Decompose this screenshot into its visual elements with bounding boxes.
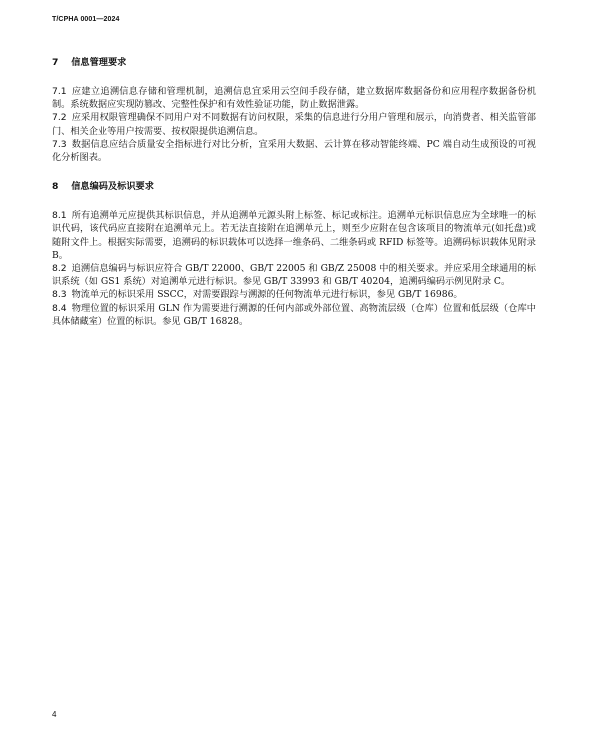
document-header: T/CPHA 0001—2024 [52,16,120,23]
clause-text: 所有追溯单元应提供其标识信息，并从追溯单元源头附上标签、标记或标注。追溯单元标识信息应为全球唯一的标识代码，该代码应直接附在追溯单元上。若无法直接附在追溯单元上，则至少应附在包含该项目的物流单元(如托盘)或随附文件上。根据实际需要，追溯码的标识载体可以选择一维条码、二维条码或 RFID 标签等。追溯码标识载体见附录 B。 [52,210,536,261]
clause-7-3 [52,138,536,164]
section-number: 7 [52,57,59,68]
section-title: 信息管理要求 [71,57,127,68]
clause-7-2 [52,111,536,137]
clause-number: 7.1 [52,86,67,97]
clause-number: 7.3 [52,138,67,150]
clause-8-3 [52,288,536,301]
clause-number: 8.2 [52,263,67,275]
section-heading [52,56,536,69]
clause-text: 数据信息应结合质量安全指标进行对比分析，宜采用大数据、云计算在移动智能终端、PC 端自动生成预设的可视化分析图表。 [52,138,536,164]
section-7 [52,56,536,164]
section-title: 信息编码及标识要求 [71,181,154,193]
page-number: 4 [52,710,57,719]
section-number: 8 [52,181,59,193]
clause-number: 8.4 [52,302,67,314]
clause-text: 应建立追溯信息存储和管理机制，追溯信息宜采用云空间手段存储，建立数据库数据备份和应用程序数据备份机制。系统数据应实现防篡改、完整性保护和有效性验证功能，防止数据泄露。 [52,86,536,111]
clause-8-1 [52,209,536,262]
section-heading [52,180,536,193]
clause-8-2 [52,262,536,288]
document-body [52,56,536,344]
clause-number: 8.3 [52,289,67,301]
clause-7-1 [52,85,536,111]
clause-text: 追溯信息编码与标识应符合 GB/T 22000、GB/T 22005 和 GB/Z 25008 中的相关要求。并应采用全球通用的标识系统（如 GS1 系统）对追溯单元进行标识。参见 GB/T 33993 和 GB/T 40204，追溯码编码示例见附录 C。 [52,263,536,288]
section-8 [52,180,536,328]
clause-text: 物流单元的标识采用 SSCC，对需要跟踪与溯源的任何物流单元进行标识，参见 GB/T 16986。 [71,289,463,301]
clause-text: 物理位置的标识采用 GLN 作为需要进行溯源的任何内部或外部位置、高物流层级（仓库）位置和低层级（仓库中具体储藏室）位置的标识。参见 GB/T 16828。 [52,302,536,327]
clause-number: 7.2 [52,112,67,124]
clause-8-4 [52,302,536,328]
clause-text: 应采用权限管理确保不同用户对不同数据有访问权限，采集的信息进行分用户管理和展示，向消费者、相关监管部门、相关企业等用户按需要、按权限提供追溯信息。 [52,112,536,137]
clause-number: 8.1 [52,210,67,222]
